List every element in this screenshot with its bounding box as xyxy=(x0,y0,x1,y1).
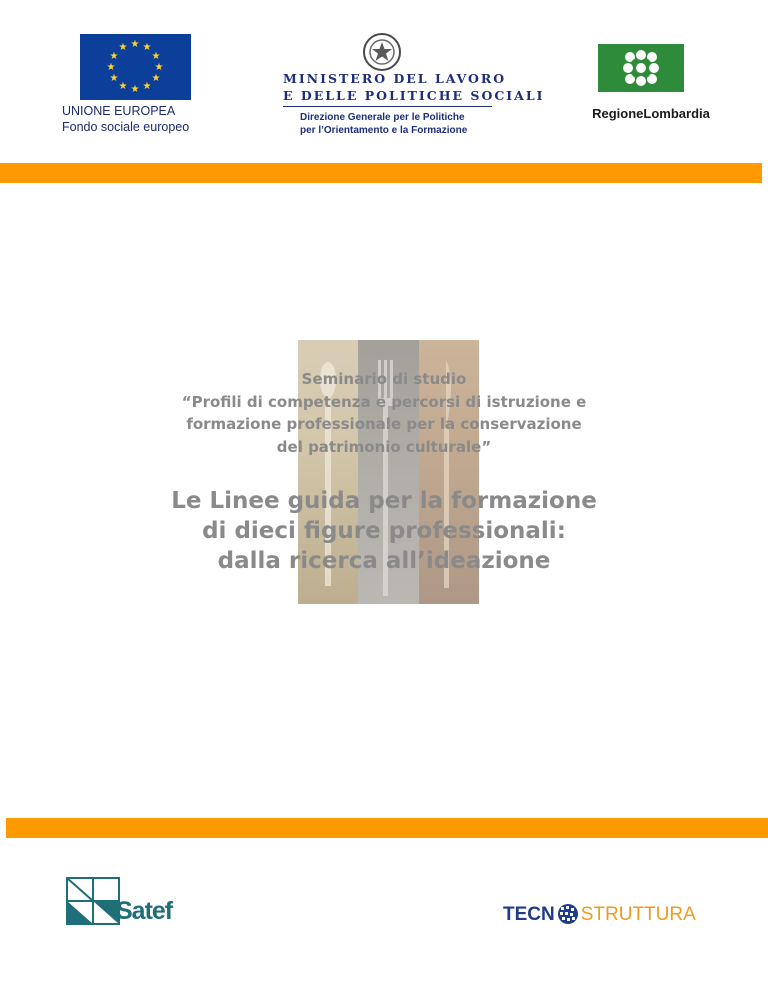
title-line3: dalla ricerca all’ideazione xyxy=(217,548,551,574)
ministry-sub-line1: Direzione Generale per le Politiche xyxy=(300,112,465,123)
eu-flag xyxy=(80,34,191,100)
rosa-camuna-icon xyxy=(598,44,684,92)
ministry-subtitle xyxy=(300,111,500,137)
top-orange-bar xyxy=(0,163,762,183)
eu-star-icon: ★ xyxy=(151,51,161,62)
lombardia-name: RegioneLombardia xyxy=(592,106,710,121)
satef-logo-icon xyxy=(66,877,120,925)
ministry-title-line2: E DELLE POLITICHE SOCIALI xyxy=(283,88,545,103)
seminar-heading xyxy=(120,368,648,458)
ministry-title xyxy=(283,70,545,104)
eu-star-icon: ★ xyxy=(142,42,152,53)
eu-star-icon: ★ xyxy=(130,39,140,50)
eu-star-icon: ★ xyxy=(130,84,140,95)
tecnostruttura-part1: TECN xyxy=(503,904,555,925)
eu-star-icon: ★ xyxy=(118,81,128,92)
eu-fund: Fondo sociale europeo xyxy=(62,120,190,134)
eu-star-icon: ★ xyxy=(118,42,128,53)
italian-republic-emblem-icon xyxy=(362,32,402,72)
eu-star-icon: ★ xyxy=(151,73,161,84)
seminar-line1: Seminario di studio xyxy=(301,370,467,388)
tecnostruttura-part2: STRUTTURA xyxy=(580,904,696,925)
eu-star-icon: ★ xyxy=(109,73,119,84)
title-line1: Le Linee guida per la formazione xyxy=(171,488,597,514)
eu-star-icon: ★ xyxy=(109,51,119,62)
bottom-orange-bar xyxy=(6,818,768,838)
eu-star-icon: ★ xyxy=(154,62,164,73)
title-line2: di dieci figure professionali: xyxy=(202,518,566,544)
seminar-line4: del patrimonio culturale” xyxy=(276,437,492,456)
ministry-title-line1: MINISTERO DEL LAVORO xyxy=(283,71,507,86)
eu-caption xyxy=(62,103,212,135)
ministry-sub-line2: per l’Orientamento e la Formazione xyxy=(300,125,468,136)
eu-star-icon: ★ xyxy=(142,81,152,92)
document-title xyxy=(120,486,648,576)
seminar-line2: “Profili di competenza e percorsi di istruzione e xyxy=(181,392,587,411)
seminar-line3: formazione professionale per la conservazione xyxy=(186,415,582,433)
eu-star-icon: ★ xyxy=(106,62,116,73)
sphere-icon xyxy=(556,903,580,925)
lombardia-logo-box xyxy=(598,44,684,92)
tecnostruttura-logo xyxy=(503,903,696,926)
eu-name: UNIONE EUROPEA xyxy=(62,104,176,118)
satef-name: Satef xyxy=(116,897,173,925)
ministry-divider xyxy=(283,106,492,107)
